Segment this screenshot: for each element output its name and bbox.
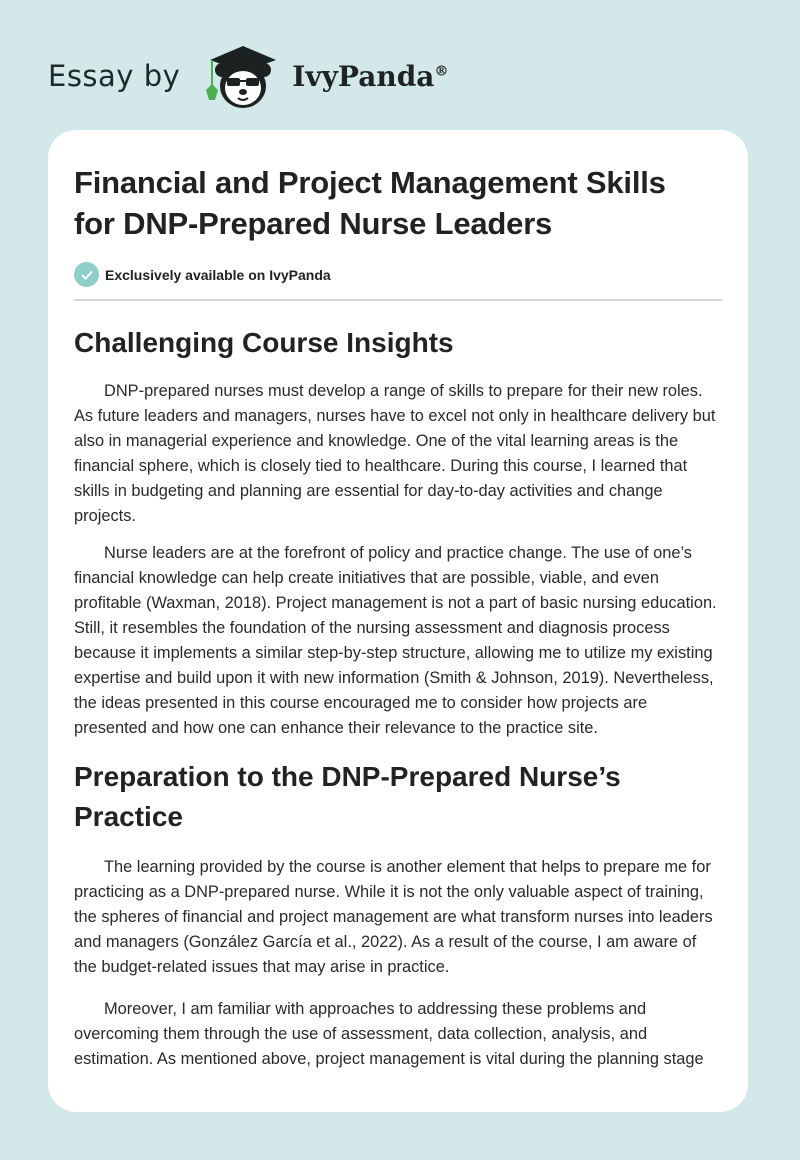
- section-challenging-course-insights: [74, 323, 722, 741]
- title-line-2: for DNP-Prepared Nurse Leaders: [74, 206, 553, 241]
- panda-graduate-icon[interactable]: [200, 40, 286, 112]
- page-title: [74, 162, 722, 244]
- brand-label: IvyPanda: [292, 59, 435, 93]
- registered-mark: ®: [434, 63, 449, 80]
- essay-by-label: Essay by: [48, 59, 181, 93]
- title-line-1: Financial and Project Management Skills: [74, 165, 666, 200]
- divider: [74, 299, 722, 301]
- brand-name[interactable]: [292, 60, 448, 93]
- paragraph: DNP-prepared nurses must develop a range of skills to prepare for their new roles. As future leaders and managers, nurses have to excel not only in healthcare delivery but also in managerial experience and knowledge. One of the vital learning areas is the financial sphere, which is closely tied to healthcare. During this course, I learned that skills in budgeting and planning are essential for day-to-day activities and change projects.: [74, 382, 716, 525]
- paragraph: The learning provided by the course is another element that helps to prepare me for practicing as a DNP-prepared nurse. While it is not the only valuable aspect of training, the spheres of financial and project management are what transform nurses into leaders and managers (González García et al., 2022). As a result of the course, I am aware of the budget-related issues that may arise in practice.: [74, 858, 713, 976]
- paragraph: Nurse leaders are at the forefront of policy and practice change. The use of one’s financial knowledge can help create initiatives that are possible, viable, and even profitable (Waxman, 2018). Project management is not a part of basic nursing education. Still, it resembles the foundation of the nursing assessment and diagnosis process because it implements a similar step-by-step structure, allowing me to utilize my existing expertise and build upon it with new information (Smith & Johnson, 2019). Nevertheless, the ideas presented in this course encouraged me to consider how projects are presented and how one can enhance their relevance to the practice site.: [74, 544, 717, 737]
- section-heading: Challenging Course Insights: [74, 327, 454, 358]
- check-circle-icon: [74, 262, 99, 287]
- site-header: [48, 36, 448, 116]
- section-preparation: [74, 757, 722, 1072]
- exclusive-label: Exclusively available on IvyPanda: [105, 266, 331, 283]
- paragraph: Moreover, I am familiar with approaches to addressing these problems and overcoming them through the use of assessment, data collection, analysis, and estimation. As mentioned above, project management is vital during the planning stage: [74, 1000, 704, 1068]
- exclusive-badge: [74, 262, 722, 287]
- section-heading: Preparation to the DNP-Prepared Nurse’s Practice: [74, 761, 621, 832]
- essay-card: [48, 130, 748, 1112]
